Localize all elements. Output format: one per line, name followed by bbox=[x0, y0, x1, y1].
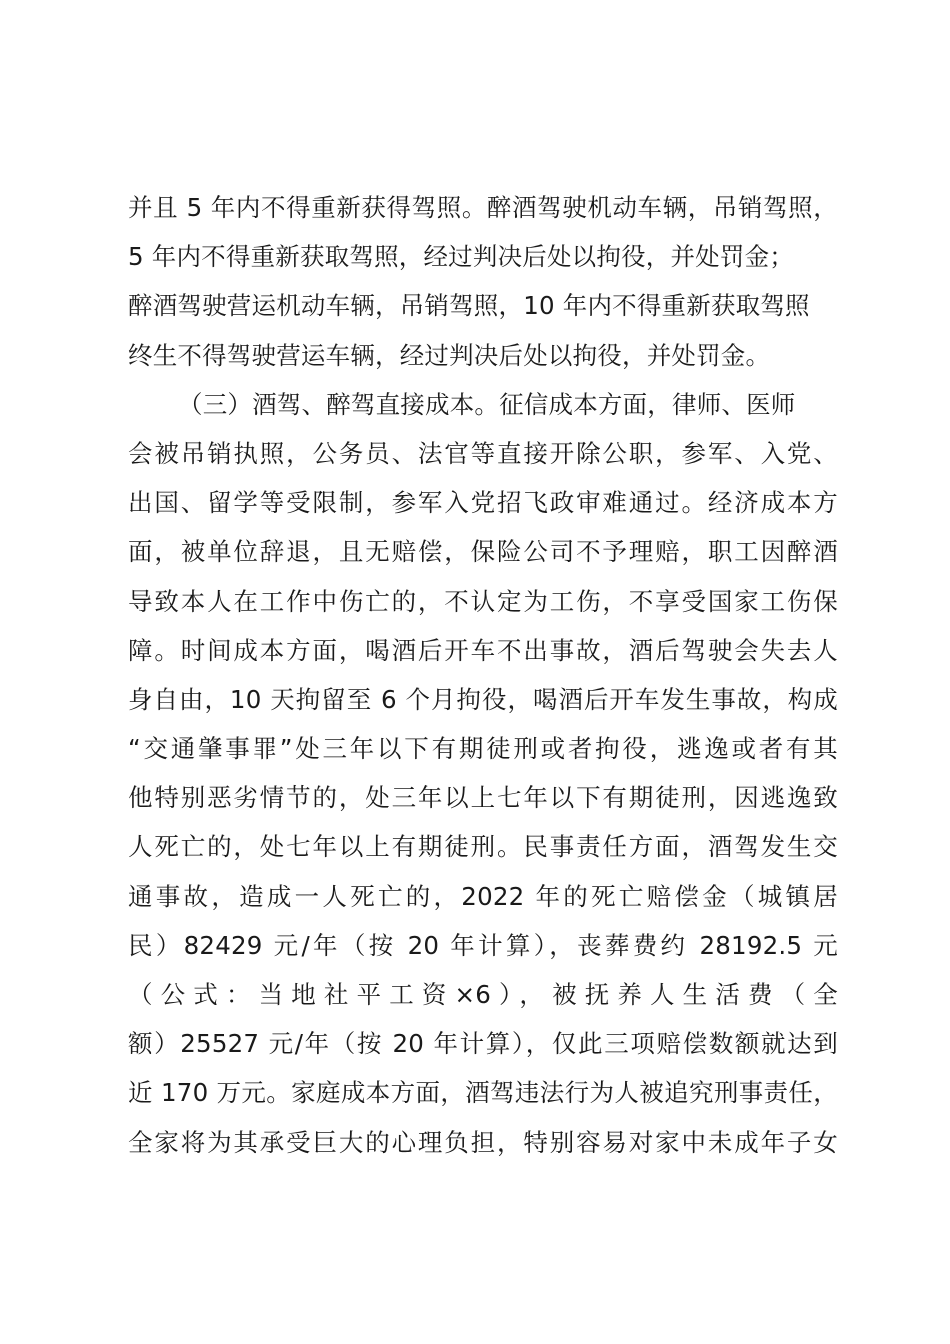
text-line: （公式：当地社平工资×6），被抚养人生活费（全 bbox=[128, 980, 838, 1009]
text-line: 他特别恶劣情节的，处三年以上七年以下有期徒刑，因逃逸致 bbox=[128, 783, 838, 813]
text-line: 5 年内不得重新获取驾照，经过判决后处以拘役，并处罚金； bbox=[128, 242, 794, 272]
text-line: 醉酒驾驶营运机动车辆，吊销驾照，10 年内不得重新获取驾照 bbox=[128, 291, 810, 321]
text-line: 并且 5 年内不得重新获得驾照。醉酒驾驶机动车辆，吊销驾照， bbox=[128, 193, 838, 222]
text-line: 民）82429 元/年（按 20 年计算），丧葬费约 28192.5 元 bbox=[128, 930, 838, 960]
text-line: 额）25527 元/年（按 20 年计算），仅此三项赔偿数额就达到 bbox=[128, 1029, 838, 1059]
section-heading-line: （三）酒驾、醉驾直接成本。征信成本方面，律师、医师 bbox=[178, 389, 796, 419]
text-line: 导致本人在工作中伤亡的，不认定为工伤，不享受国家工伤保 bbox=[128, 586, 838, 616]
text-line: 全家将为其承受巨大的心理负担，特别容易对家中未成年子女 bbox=[128, 1127, 838, 1157]
text-line: 面，被单位辞退，且无赔偿，保险公司不予理赔，职工因醉酒 bbox=[128, 537, 838, 567]
text-line: 会被吊销执照，公务员、法官等直接开除公职，参军、入党、 bbox=[128, 438, 838, 468]
text-line: 人死亡的，处七年以上有期徒刑。民事责任方面，酒驾发生交 bbox=[128, 832, 838, 862]
text-line: 出国、留学等受限制，参军入党招飞政审难通过。经济成本方 bbox=[128, 488, 838, 518]
text-line: “交通肇事罪”处三年以下有期徒刑或者拘役，逃逸或者有其 bbox=[128, 734, 838, 764]
text-line: 障。时间成本方面，喝酒后开车不出事故，酒后驾驶会失去人 bbox=[128, 635, 838, 665]
text-line: 近 170 万元。家庭成本方面，酒驾违法行为人被追究刑事责任， bbox=[128, 1078, 838, 1108]
text-line: 通事故，造成一人死亡的，2022 年的死亡赔偿金（城镇居 bbox=[128, 881, 838, 911]
body-text bbox=[128, 183, 838, 1167]
text-line: 终生不得驾驶营运车辆，经过判决后处以拘役，并处罚金。 bbox=[128, 340, 771, 370]
text-line: 身自由，10 天拘留至 6 个月拘役，喝酒后开车发生事故，构成 bbox=[128, 684, 838, 714]
